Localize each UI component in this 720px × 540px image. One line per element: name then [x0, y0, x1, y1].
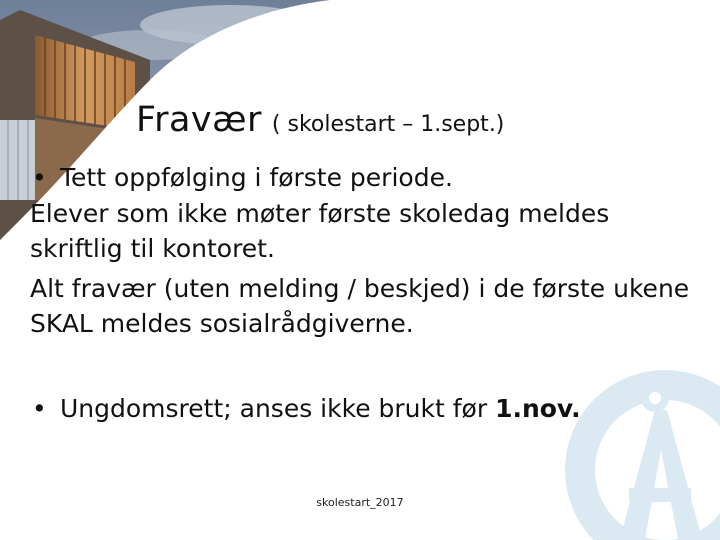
slide-footer: skolestart_2017 — [316, 496, 404, 509]
paragraph: Elever som ikke møter første skoledag meldes skriftlig til kontoret. — [30, 199, 610, 263]
slide-title — [136, 100, 696, 140]
bullet-text-plain: Ungdomsrett; anses ikke brukt før — [60, 394, 496, 423]
paragraph: Alt fravær (uten melding / beskjed) i de første ukene SKAL meldes sosialrådgiverne. — [30, 274, 690, 338]
bullet-text: Tett oppfølging i første periode. — [60, 163, 453, 192]
slide-body — [30, 160, 690, 426]
bullet-item — [30, 160, 690, 195]
title-sub: ( skolestart – 1.sept.) — [271, 112, 505, 137]
title-main: Fravær — [136, 100, 262, 140]
bullet-dot: • — [32, 394, 47, 423]
bullet-emphasis: 1.nov. — [495, 394, 581, 423]
bullet-item — [30, 391, 690, 426]
bullet-dot: • — [32, 163, 47, 192]
bullet-text — [60, 391, 581, 426]
